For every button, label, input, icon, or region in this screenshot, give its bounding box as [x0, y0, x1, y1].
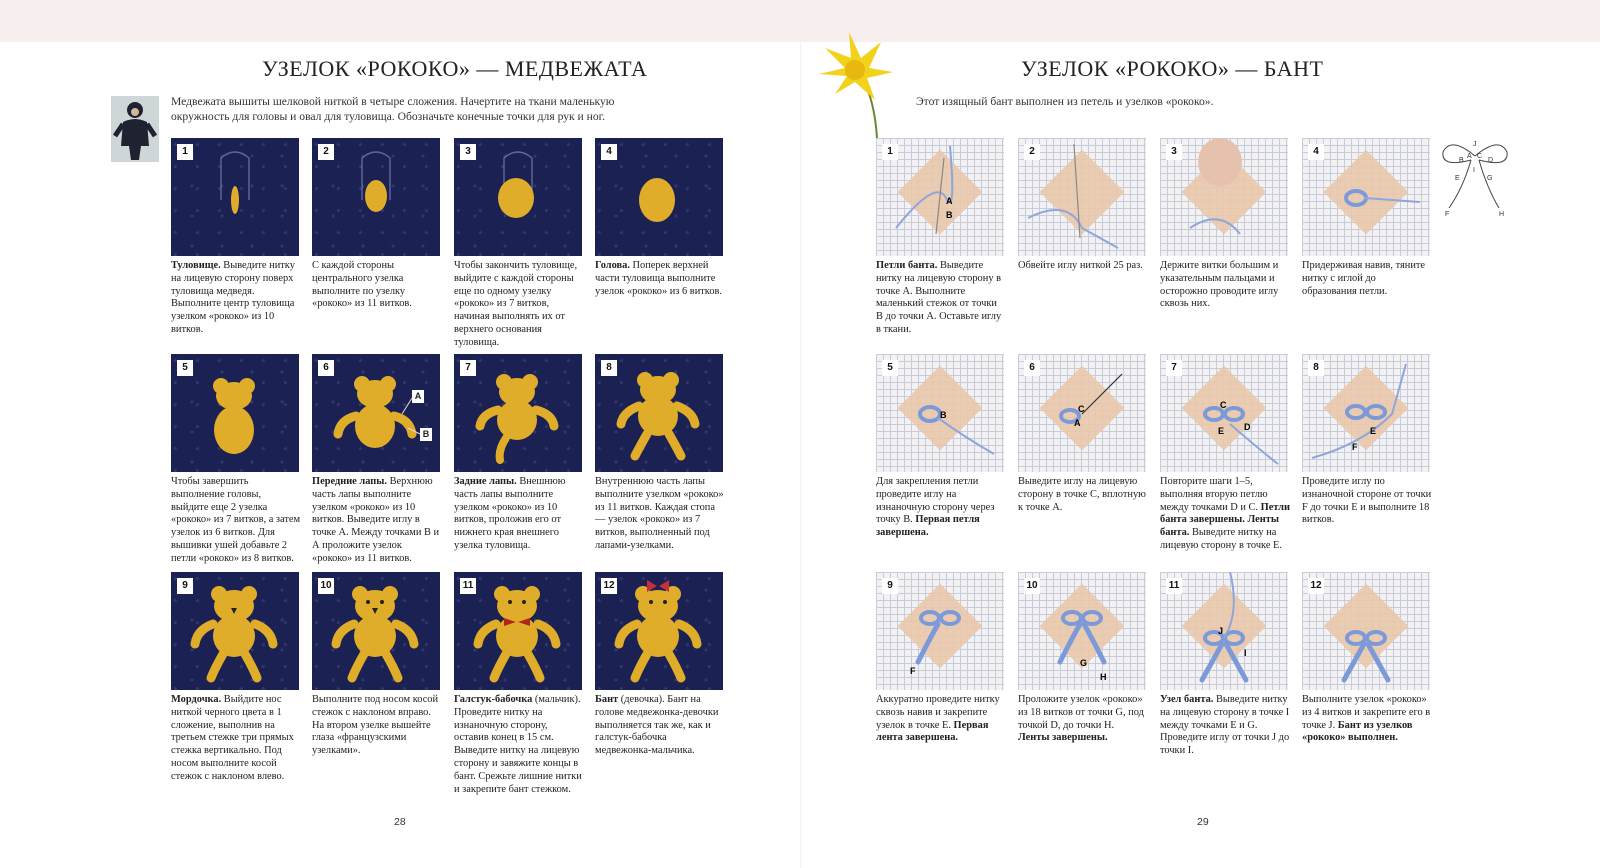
- step-number: 9: [177, 578, 193, 594]
- step-caption-7: [1160, 476, 1290, 553]
- step-photo-3: [1160, 138, 1288, 256]
- step-number: 10: [1024, 578, 1040, 594]
- step-photo-2: [1018, 138, 1146, 256]
- point-label: B: [946, 210, 953, 220]
- intro-text: Этот изящный бант выполнен из петель и узелков «рококо».: [916, 95, 1214, 108]
- point-label: I: [1244, 648, 1247, 658]
- step-number: 1: [177, 144, 193, 160]
- step-number: 5: [177, 360, 193, 376]
- caption-bold: Петли банта.: [876, 260, 938, 271]
- step-photo-3: [454, 138, 582, 256]
- caption-text: Выполните под носом косой стежок с наклоном вправо. На втором узелке вышейте глаза «французскими узелками».: [312, 694, 439, 757]
- step-caption-1: [876, 260, 1006, 337]
- step-caption-3: [454, 260, 584, 350]
- step-number: 7: [1166, 360, 1182, 376]
- step-photo-12: [595, 572, 723, 690]
- caption-bold: Галстук-бабочка: [454, 694, 533, 705]
- intro-line: Медвежата вышиты шелковой ниткой в четыре сложения. Начертите на ткани маленькую: [171, 95, 615, 108]
- step-number: 10: [318, 578, 334, 594]
- step-caption-4: [595, 260, 725, 298]
- point-label: C: [1220, 400, 1227, 410]
- point-label: J: [1218, 626, 1224, 636]
- left-page: [0, 42, 800, 868]
- caption-bold: Задние лапы.: [454, 476, 517, 487]
- step-caption-7: [454, 476, 584, 553]
- step-photo-2: [312, 138, 440, 256]
- step-number: 2: [1024, 144, 1040, 160]
- caption-text: Проложите узелок «рококо» из 18 витков от точки G, под точкой D, до точки Н.: [1018, 694, 1144, 731]
- point-label: C: [1078, 404, 1085, 414]
- step-caption-5: [876, 476, 1006, 540]
- caption-text: Выйдите нос ниткой черного цвета в 1 сложение, выполнив на третьем стежке три прямых стежка вертикально. Под носом выполните косой стежок с наклоном влево.: [171, 694, 294, 782]
- step-number: 4: [601, 144, 617, 160]
- step-number: 3: [460, 144, 476, 160]
- caption-bold: Голова.: [595, 260, 630, 271]
- caption-text: Держите витки большим и указательным пальцами и осторожно проводите иглу сквозь них.: [1160, 260, 1279, 310]
- point-label: D: [1244, 422, 1251, 432]
- point-label: A: [1074, 418, 1081, 428]
- step-caption-5: [171, 476, 301, 566]
- diagram-label-h: H: [1499, 211, 1505, 218]
- step-caption-4: [1302, 260, 1432, 298]
- step-caption-6: [1018, 476, 1148, 514]
- step-photo-11: [1160, 572, 1288, 690]
- step-number: 6: [318, 360, 334, 376]
- caption-text: Чтобы завершить выполнение головы, выйдите еще 2 узелка «рококо» из 7 витков, а затем узелок из 6 витков. Для вышивки ушей добавьте 2 петли «рококо» из 8 витков.: [171, 476, 301, 564]
- caption-text: Верхнюю часть лапы выполните узелком «рококо» из 10 витков. Выведите иглу в точке А. Между точками В и А проложите узелок «рококо» из 11 витков.: [312, 476, 440, 564]
- point-label: F: [910, 666, 916, 676]
- step-caption-11: [454, 694, 584, 796]
- caption-text: Выведите нитку на лицевую сторону поверх туловища медведя. Выполните центр туловища узелком «рококо» из 10 витков.: [171, 260, 295, 335]
- caption-text: Выведите иглу на лицевую сторону в точке С, вплотную к точке А.: [1018, 476, 1146, 513]
- diagram-label-g: G: [1487, 175, 1493, 182]
- step-number: 8: [601, 360, 617, 376]
- caption-text: С каждой стороны центрального узелка выполните по узелку «рококо» из 11 витков.: [312, 260, 412, 310]
- caption-text: Аккуратно проведите нитку сквозь навив и закрепите узелок в точке Е.: [876, 694, 1000, 731]
- caption-bold: Передние лапы.: [312, 476, 387, 487]
- caption-text: Повторите шаги 1–5, выполняя вторую петлю между точками D и С.: [1160, 476, 1268, 513]
- step-caption-10: [1018, 694, 1148, 745]
- step-number: 2: [318, 144, 334, 160]
- caption-text: Выведите нитку на лицевую сторону в точке Е.: [1160, 527, 1282, 551]
- step-number: 11: [460, 578, 476, 594]
- step-caption-2: [312, 260, 442, 311]
- caption-text: Для закрепления петли проведите иглу на изнаночную сторону через точку В.: [876, 476, 995, 526]
- intro-text: [171, 94, 691, 124]
- step-photo-4: [1302, 138, 1430, 256]
- step-photo-6: [312, 354, 440, 472]
- point-label: B: [940, 410, 947, 420]
- page-number: 29: [1197, 816, 1209, 828]
- caption-text: Внешнюю часть лапы выполните узелком «рококо» из 10 витков, проложив его от нижнего края внешнего узелка туловища.: [454, 476, 566, 551]
- diagram-label-d: D: [1488, 157, 1494, 164]
- caption-bold: Ленты завершены.: [1018, 732, 1108, 744]
- step-photo-5: [876, 354, 1004, 472]
- caption-bold: Петли банта завершены. Ленты банта.: [1160, 501, 1290, 539]
- step-photo-10: [312, 572, 440, 690]
- step-photo-1: [171, 138, 299, 256]
- step-photo-7: [1160, 354, 1288, 472]
- step-number: 8: [1308, 360, 1324, 376]
- intro-line: окружность для головы и овал для туловища. Обозначьте конечные точки для рук и ног.: [171, 110, 605, 123]
- diagram-label-f: F: [1445, 211, 1450, 218]
- step-photo-1: [876, 138, 1004, 256]
- point-label: E: [1370, 426, 1377, 436]
- caption-text: (мальчик). Проведите нитку на изнаночную сторону, оставив конец в 15 см. Выведите нитку на лицевую сторону и завяжите концы в бант. Срежьте лишние нитки и закрепите бант стежком.: [454, 694, 582, 795]
- caption-bold: Мордочка.: [171, 694, 222, 705]
- caption-bold: Узел банта.: [1160, 694, 1214, 705]
- step-number: 12: [1308, 578, 1324, 594]
- step-number: 12: [601, 578, 617, 594]
- step-caption-9: [171, 694, 301, 784]
- caption-text: Выведите нитку на лицевую сторону в точке I между точками Е и G. Проведите иглу от точки J до точки I.: [1160, 694, 1290, 757]
- step-photo-9: [876, 572, 1004, 690]
- step-photo-8: [595, 354, 723, 472]
- right-page: [800, 42, 1600, 868]
- point-label: F: [1352, 442, 1358, 452]
- caption-text: Выполните узелок «рококо» из 4 витков и закрепите его в точке J.: [1302, 694, 1431, 731]
- diagram-label-i: I: [1473, 167, 1475, 174]
- caption-bold: Бант: [595, 694, 619, 705]
- step-caption-3: [1160, 260, 1290, 311]
- step-caption-6: [312, 476, 442, 566]
- caption-text: Чтобы закончить туловище, выйдите с каждой стороны еще по одному узелку «рококо» из 7 витков, начиная выполнять их от верхнего основания туловища.: [454, 260, 578, 348]
- step-number: 1: [882, 144, 898, 160]
- step-caption-11: [1160, 694, 1290, 758]
- point-label: H: [1100, 672, 1107, 682]
- point-label: E: [1218, 426, 1225, 436]
- step-number: 5: [882, 360, 898, 376]
- caption-text: Выведите нитку на лицевую сторону в точке А. Выполните маленький стежок от точки В до точки А. Оставьте иглу в ткани.: [876, 260, 1002, 335]
- caption-text: (девочка). Бант на голове медвежонка-девочки выполняется так же, как и галстук-бабочка медвежонка-мальчика.: [595, 694, 719, 757]
- step-caption-9: [876, 694, 1006, 745]
- caption-text: Поперек верхней части туловища выполните узелок «рококо» из 6 витков.: [595, 260, 723, 297]
- point-label-b: B: [420, 428, 432, 441]
- step-caption-12: [1302, 694, 1432, 745]
- diagram-label-e: E: [1455, 175, 1460, 182]
- caption-bold: Бант из узелков «рококо» выполнен.: [1302, 719, 1413, 744]
- step-number: 11: [1166, 578, 1182, 594]
- diagram-label-c: C: [1477, 153, 1483, 160]
- step-caption-10: [312, 694, 442, 758]
- step-photo-4: [595, 138, 723, 256]
- step-photo-11: [454, 572, 582, 690]
- caption-text: Внутреннюю часть лапы выполните узелком «рококо» из 11 витков. Каждая стопа — узелок «рококо» из 7 витков, выполненный под лапами-узелками.: [595, 476, 724, 551]
- step-number: 6: [1024, 360, 1040, 376]
- bow-diagram: [1437, 138, 1513, 222]
- caption-bold: Первая петля завершена.: [876, 514, 980, 539]
- step-photo-9: [171, 572, 299, 690]
- step-number: 3: [1166, 144, 1182, 160]
- page-title: УЗЕЛОК «РОКОКО» — МЕДВЕЖАТА: [262, 56, 648, 81]
- point-label-a: A: [412, 390, 424, 403]
- caption-text: Проведите иглу по изнаночной стороне от точки F до точки Е и выполните 18 витков.: [1302, 476, 1432, 526]
- caption-bold: Первая лента завершена.: [876, 719, 989, 744]
- caption-bold: Туловище.: [171, 260, 221, 271]
- step-photo-5: [171, 354, 299, 472]
- step-photo-6: [1018, 354, 1146, 472]
- diagram-label-b: B: [1459, 157, 1464, 164]
- step-caption-8: [1302, 476, 1432, 527]
- top-band: [0, 0, 1600, 42]
- step-caption-8: [595, 476, 725, 553]
- step-caption-2: [1018, 260, 1148, 273]
- step-photo-7: [454, 354, 582, 472]
- diagram-label-j: J: [1473, 141, 1477, 148]
- step-number: 9: [882, 578, 898, 594]
- point-label: A: [946, 196, 953, 206]
- daffodil-flower-image: [805, 28, 895, 138]
- step-number: 4: [1308, 144, 1324, 160]
- step-caption-1: [171, 260, 301, 337]
- step-number: 7: [460, 360, 476, 376]
- caption-text: Придерживая навив, тяните нитку с иглой до образования петли.: [1302, 260, 1426, 297]
- step-photo-12: [1302, 572, 1430, 690]
- diagram-label-a: A: [1467, 153, 1472, 160]
- step-caption-12: [595, 694, 725, 758]
- step-photo-10: [1018, 572, 1146, 690]
- page-title: УЗЕЛОК «РОКОКО» — БАНТ: [1021, 56, 1324, 81]
- page-number: 28: [394, 816, 406, 828]
- step-photo-8: [1302, 354, 1430, 472]
- point-label: G: [1080, 658, 1088, 668]
- bear-costume-thumbnail: [111, 96, 159, 162]
- caption-text: Обвейте иглу ниткой 25 раз.: [1018, 260, 1143, 271]
